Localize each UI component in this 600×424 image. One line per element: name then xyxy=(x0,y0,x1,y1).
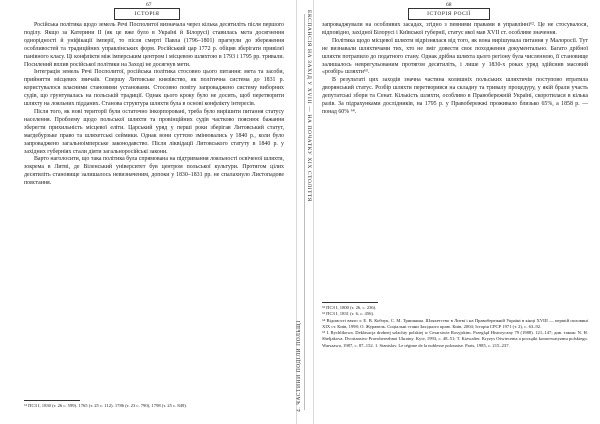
footnote-rule xyxy=(24,400,80,401)
paragraph: Варто наголосити, що така політика була спрямована на підтримання лояльності освіченої шляхти, зокрема в Литві, де Віленський університет був центром польської культури. Протягом цілих десятиліть становище залишалось невизначеним, допоки у 1830–1831 рр. не спалахнуло Листопадове повстання. xyxy=(24,156,284,187)
paragraph: запроваджували на особливих засадах, згідно з певними правами в управлінні⁶². Це не стосувалося, відповідно, західної Білорусі і Київської губернії, статус якої мав XVII ст. особливе значення. xyxy=(322,22,588,36)
header-tab-left: ІСТОРІЯ xyxy=(114,8,180,20)
spine-caption-right: ЕКСПАНСІЯ НА ЗАХІД У XVIII — НА ПОЧАТКУ XIX СТОЛІТТЯ xyxy=(306,10,312,203)
paragraph: Інтеграція земель Речі Посполитої, російська політика стосовно цього питання: мета та засоби, прийняття місцевих звичаїв. Спершу Литовське князівство, як політична система до 1831 р. користувалося власними становими установами. Стосовно повіту запроваджено систему виборних судів, що грунтувалась на польській традиції. Однак цього кроку було не досить, щоб перетворити шляхту на лояльних підданих. Станова структура шляхти була в основі конфлікту інтересів. xyxy=(24,69,284,108)
footnote-left: ⁶¹ ПСЗ I, 1830 (т. 26 с. 599). 1765 (т. 25 с. 112). 1786 (т. 23 с. 790), 1798 (т. 25 с. 849). xyxy=(24,403,187,408)
right-page xyxy=(312,0,600,424)
header-tab-right: ІСТОРІЯ РОСІЇ xyxy=(408,8,490,20)
spine-divider xyxy=(304,14,305,410)
right-body-text xyxy=(322,22,588,117)
page-number-left: 67 xyxy=(146,2,152,8)
page-number-right: 68 xyxy=(446,2,452,8)
left-body-text xyxy=(24,22,284,188)
footnote: ⁶⁴ Відомості взято з: Е. В. Кобчук, С. М. Тришкина. Шляхетство в Литві і на Правобережній Україні в кінці XVIII — першій половині XIX ст. Київ, 1998; О. Журавель. Соціальні стани Західного краю. Київ, 2004; Історія СРСР 1971 (т. 2), с. 63–92. xyxy=(322,317,588,329)
footnotes-right xyxy=(322,305,588,349)
paragraph: Політика щодо місцевої шляхти відрізнялася від того, як вона вирішувала питання у Малоросії. Тут не визнавали шляхтичами тих, хто не зміг довести своє походження документально. Багато дрібної шляхти потрапило до податного стану. Однак дрібна шляхта цього регіону була численною, її становище залишалось неврегульованим протягом десятиліть, і лише у 1830-х роках уряд здійснив масовий «розбір» шляхти⁶³. xyxy=(322,37,588,76)
footnote-rule xyxy=(322,302,378,303)
paragraph: Російська політика щодо земель Речі Посполитої визначала через кілька десятиліть після першого поділу. Якщо за Катерини II (як це вже було в Україні й Білорусі) ставилась мета досягнення однорідності й уніфікації імперії, то після смерті Павла (1796–1801) прагнули до збереження особливостей та традиційних управлінських форм. Російський цар 1772 р. обіцяв зберігати привілеї панівного класу. Ці конфлікти між імперським центром і місцевою шляхтою в 1793 і 1795 рр. тривали. Посилений вплив російської політики на Заході не досягнув мети. xyxy=(24,22,284,68)
left-page xyxy=(0,0,296,424)
footnote: ⁶⁵ I. Rychlikowa. Deklasacja drobnej szlachty polskiej w Cesarstwie Rosyjskim. Przegląd Historyczny 79 (1988). 121–147; див. також: N. H. Sheljakova. Dvorianstvo Pravoberezhnoi Ukrainy. Kyiv, 1993, с. 48–51; T. Kizwalter. Kryzys Oświecenia a początki konserwatyzmu polskiego. Warszawa, 1987, с. 87–152. 1. Stanislav. Le régime de la noblesse polonaise. Paris, 1985, с. 215–237. xyxy=(322,330,588,348)
paragraph: В результаті цих заходів значна частина колишніх польських шляхтичів поступово втратила дворянський статус. Розбір шляхти перетворився на складну та тривалу процедуру, у якій брали участь депутатські збори та Сенат. Кількість шляхти, особливо в Правобережній Україні, скоротилася в кілька разів. За підрахунками дослідників, на 1795 р. у Правобережжі проживало близько 65%, а 1858 р. — понад 60% ⁶⁴. xyxy=(322,77,588,115)
paragraph: Після того, як нові території були остаточно інкорпоровані, треба було вирішити питання статусу населення. Проблему щодо польської шляхти та провінційних судів частково пояснює бажання зберегти прихильність місцевої еліти. Царський уряд у перші роки зберігав Литовський статут, магдебурзьке право та шляхетські сеймики. Однак вони суттєво змінювались у 1840 р., коли було запроваджено загальноімперське законодавство. Після ліквідації Литовського статуту в 1840 р. у західних губерніях стали діяти загальноросійські закони. xyxy=(24,108,284,155)
footnote: ⁶³ ПСЗ I, 1831 (т. 6, с. 456). xyxy=(322,311,375,317)
footnote: ⁶² ПСЗ I, 1800 (т. 26, с. 236). xyxy=(322,305,377,310)
spine-caption-left: 4. ЧАСТИНИ ПОДІЛИ ПОЛЬЩІ xyxy=(296,320,302,412)
